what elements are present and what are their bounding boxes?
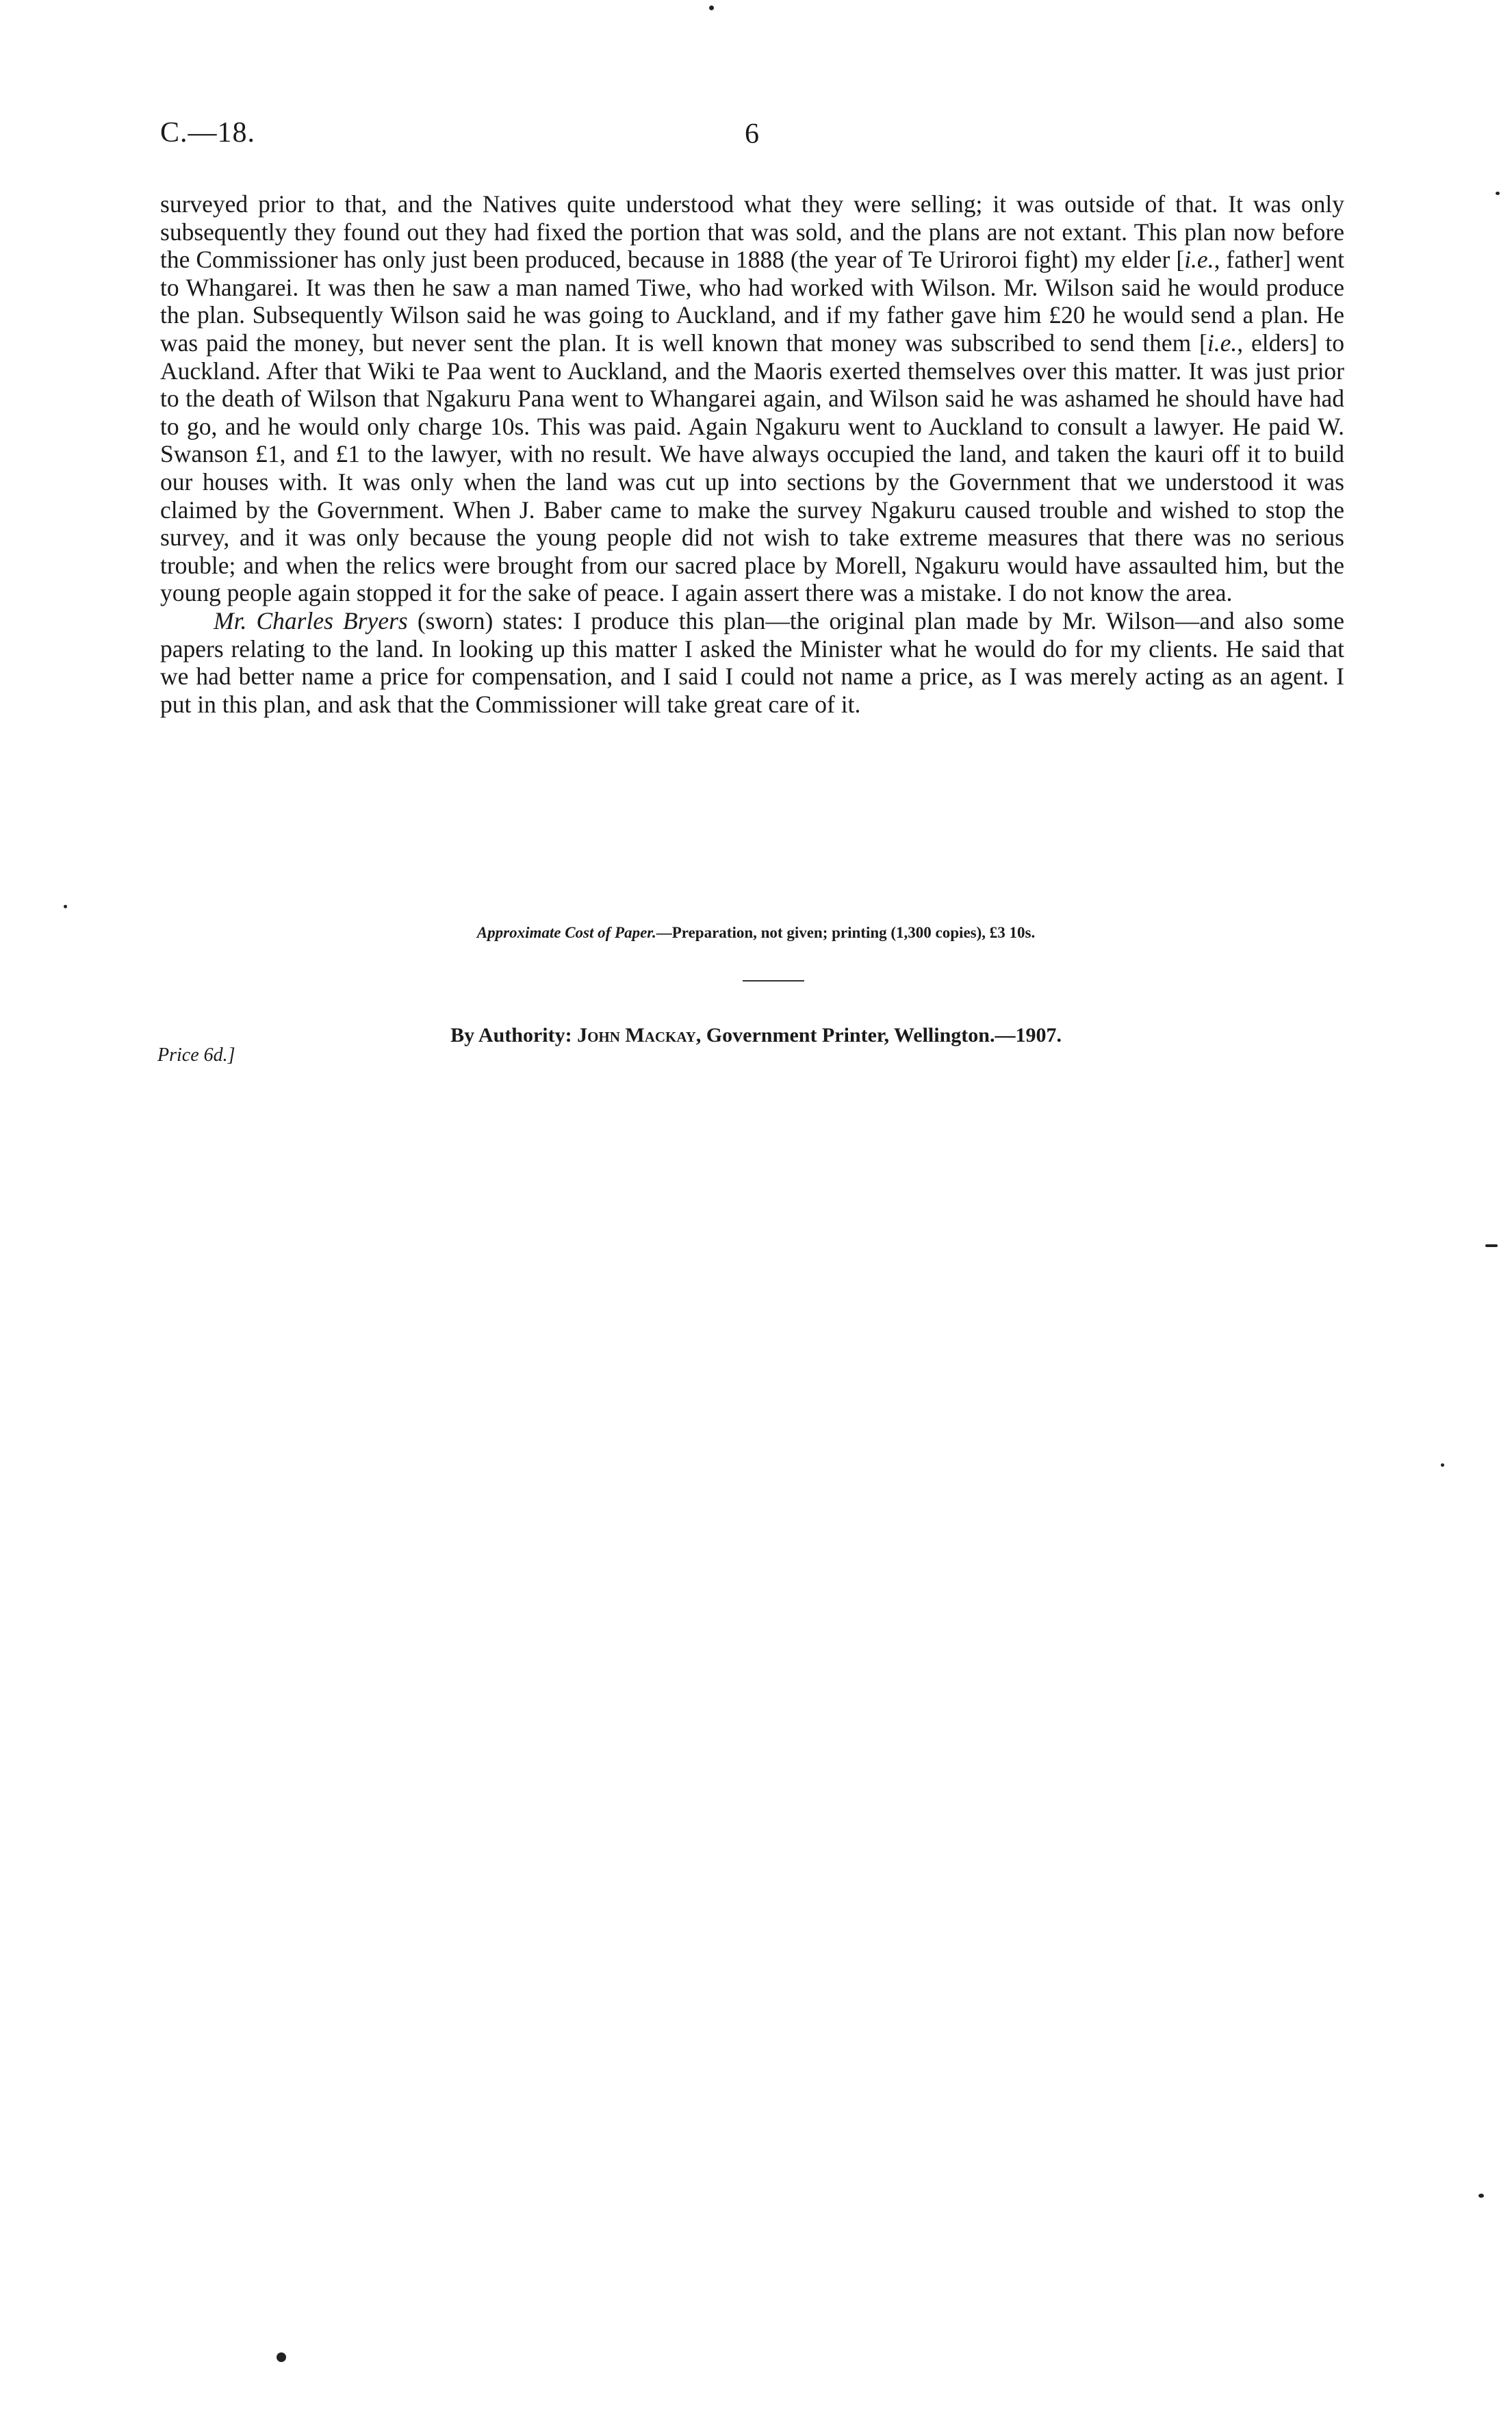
- bryers-statement: (sworn) states: I produce this plan—the original plan made by Mr. Wilson—and also some papers relating to the land. In looking up this matter I asked the Minister what he would do for my clients. He said that we had better name a price for compensation, and I said I could not name a price, as I was merely acting as an agent. I put in this plan, and ask that the Commissioner will take great care of it.: [160, 606, 1344, 718]
- bryers-paragraph: [160, 607, 1344, 718]
- page-number: 6: [745, 118, 759, 150]
- authority-suffix: , Government Printer, Wellington.—1907.: [695, 1024, 1062, 1047]
- body-text: [160, 190, 1344, 718]
- ie-abbreviation: i.e.: [1207, 329, 1238, 357]
- ie-abbreviation: i.e.: [1184, 246, 1214, 274]
- speaker-name: Mr. Charles Bryers: [214, 606, 408, 634]
- authority-line: [0, 1024, 1512, 1047]
- scan-speck: [709, 5, 714, 10]
- authority-prefix: By Authority:: [450, 1024, 578, 1047]
- scan-speck: [64, 905, 67, 908]
- scan-speck: [1485, 1244, 1498, 1247]
- price-label: Price 6d.]: [157, 1044, 235, 1066]
- cost-label: Approximate Cost of Paper.: [476, 924, 656, 941]
- cost-of-paper-line: [0, 924, 1512, 942]
- scan-speck: [1441, 1463, 1444, 1467]
- scan-speck: [1478, 2194, 1484, 2198]
- printer-name: John Mackay: [577, 1024, 696, 1047]
- document-reference: C.—18.: [160, 117, 256, 149]
- testimony-text-part-1: surveyed prior to that, and the Natives quite understood what they were selling; it was outside of that. It was only subsequently they found out they had fixed the portion that was sold, and the plans are not extant. This plan now before the Commissioner has only just been produced, because in 1888 (the year of Te Uriroroi fight) my elder [: [160, 190, 1344, 274]
- cost-text: —Preparation, not given; printing (1,300 copies), £3 10s.: [656, 924, 1036, 941]
- testimony-paragraph: [160, 190, 1344, 607]
- testimony-text-part-2: , father] went to Whangarei. It was then he saw a man named Tiwe, who had worked with Wilson. Mr. Wilson said he would produce the plan. Subsequently Wilson said he was going to Auckland, and if my father gave him £20 he would send a plan. He was paid the money, but never sent the plan. It is well known that money was subscribed to send them [: [160, 246, 1344, 357]
- scan-speck: [277, 2352, 286, 2362]
- scan-speck: [1496, 192, 1500, 195]
- testimony-text-part-3: , elders] to Auckland. After that Wiki te Paa went to Auckland, and the Maoris exerted themselves over this matter. It was just prior to the death of Wilson that Ngakuru Pana went to Whangarei again, and Wilson said he was ashamed he should have had to go, and he would only charge 10s. This was paid. Again Ngakuru went to Auckland to consult a lawyer. He paid W. Swanson £1, and £1 to the lawyer, with no result. We have always occupied the land, and taken the kauri off it to build our houses with. It was only when the land was cut up into sections by the Government that we understood it was claimed by the Government. When J. Baber came to make the survey Ngakuru caused trouble and wished to stop the survey, and it was only because the young people did not wish to take extreme measures that there was no serious trouble; and when the relics were brought from our sacred place by Morell, Ngakuru would have assaulted him, but the young people again stopped it for the sake of peace. I again assert there was a mistake. I do not know the area.: [160, 329, 1344, 607]
- divider-rule: [743, 980, 804, 981]
